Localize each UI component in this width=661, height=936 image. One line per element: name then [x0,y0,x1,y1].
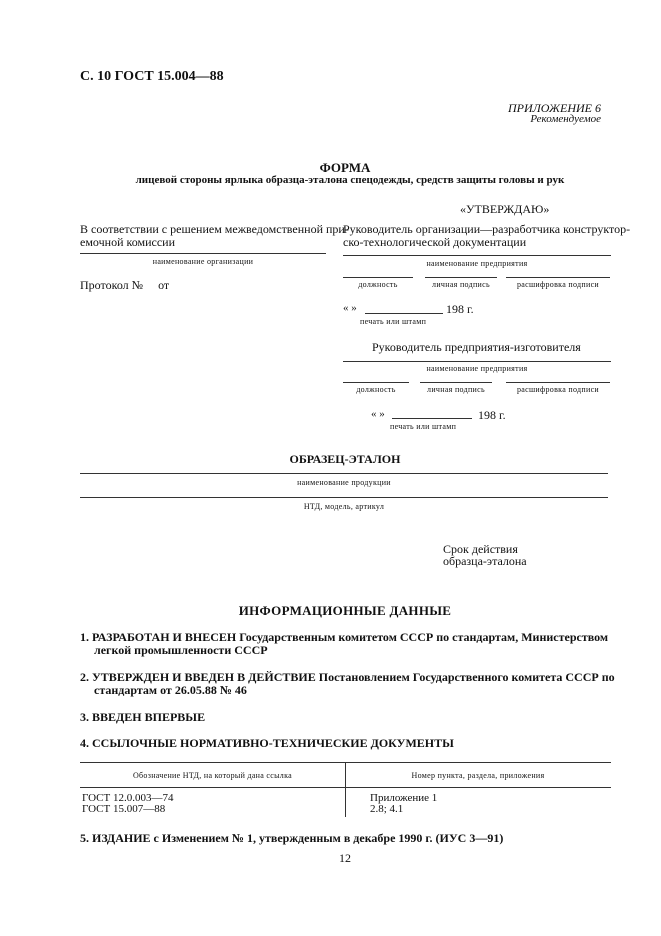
page-header: С. 10 ГОСТ 15.004—88 [80,69,224,84]
maker-head: Руководитель предприятия-изготовителя [372,340,581,354]
dev-enterprise-line [343,255,611,256]
info-item4: 4. ССЫЛОЧНЫЕ НОРМАТИВНО-ТЕХНИЧЕСКИЕ ДОКУМЕНТЫ [80,736,454,750]
sample-title: ОБРАЗЕЦ-ЭТАЛОН [289,452,401,466]
maker-position-line [343,382,409,383]
info-item2-line1: 2. УТВЕРЖДЕН И ВВЕДЕН В ДЕЙСТВИЕ Постановлением Государственного комитета СССР по [80,670,615,684]
maker-position-caption: должность [356,385,396,394]
table-row2-col1: ГОСТ 15.007—88 [82,803,166,815]
maker-decoding-caption: расшифровка подписи [516,385,600,394]
maker-signature-caption: личная подпись [427,385,485,394]
maker-year: 198 г. [478,408,506,422]
info-title: ИНФОРМАЦИОННЫЕ ДАННЫЕ [238,603,452,618]
dev-position-line [343,277,413,278]
table-header-col2: Номер пункта, раздела, приложения [411,771,545,780]
info-item1-line1: 1. РАЗРАБОТАН И ВНЕСЕН Государственным комитетом СССР по стандартам, Министерством [80,630,609,644]
info-item2-line2: стандартам от 26.05.88 № 46 [94,683,247,697]
dev-position-caption: должность [358,280,398,289]
page-number: 12 [339,851,351,865]
dev-head-line2: ско-технологической документации [343,235,527,249]
dev-enterprise-caption: наименование предприятия [426,259,528,268]
dev-year: 198 г. [446,302,474,316]
info-item5: 5. ИЗДАНИЕ с Изменением № 1, утвержденным в декабре 1990 г. (ИУС 3—91) [80,831,504,845]
maker-stamp-caption: печать или штамп [390,422,457,431]
maker-date-quotes: « » [371,408,385,420]
info-item1-line2: легкой промышленности СССР [94,643,268,657]
validity-line1: Срок действия [443,542,518,556]
maker-enterprise-caption: наименование предприятия [426,364,528,373]
product-caption: наименование продукции [297,478,391,487]
protocol-label: Протокол № от [80,278,170,292]
commission-line1: В соответствии с решением межведомственной при- [80,222,349,236]
dev-date-line [365,313,443,314]
dev-signature-line [425,277,497,278]
commission-org-line [80,253,326,254]
dev-date-quotes: « » [343,302,357,314]
commission-org-caption: наименование организации [152,257,254,266]
commission-line2: емочной комиссии [80,235,175,249]
dev-head-line1: Руководитель организации—разработчика конструктор- [343,222,631,236]
dev-decoding-line [506,277,610,278]
dev-stamp-caption: печать или штамп [360,317,427,326]
product-line [80,473,608,474]
approve-label: «УТВЕРЖДАЮ» [460,202,550,216]
form-subtitle: лицевой стороны ярлыка образца-эталона спецодежды, средств защиты головы и рук [135,174,565,186]
dev-decoding-caption: расшифровка подписи [516,280,600,289]
table-row1-col2: Приложение 1 [370,792,438,804]
info-item3: 3. ВВЕДЕН ВПЕРВЫЕ [80,710,206,724]
maker-enterprise-line [343,361,611,362]
validity-line2: образца-эталона [443,554,527,568]
maker-signature-line [420,382,492,383]
table-header-col1: Обозначение НТД, на который дана ссылка [132,771,293,780]
table-row1-col1: ГОСТ 12.0.003—74 [82,792,174,804]
maker-decoding-line [506,382,610,383]
ntd-line [80,497,608,498]
appendix-subtitle: Рекомендуемое [530,113,601,125]
form-title: ФОРМА [319,160,371,175]
maker-date-line [392,418,472,419]
dev-signature-caption: личная подпись [432,280,490,289]
table-row2-col2: 2.8; 4.1 [370,803,404,815]
ntd-caption: НТД, модель, артикул [303,502,385,511]
appendix-title: ПРИЛОЖЕНИЕ 6 [508,101,601,115]
